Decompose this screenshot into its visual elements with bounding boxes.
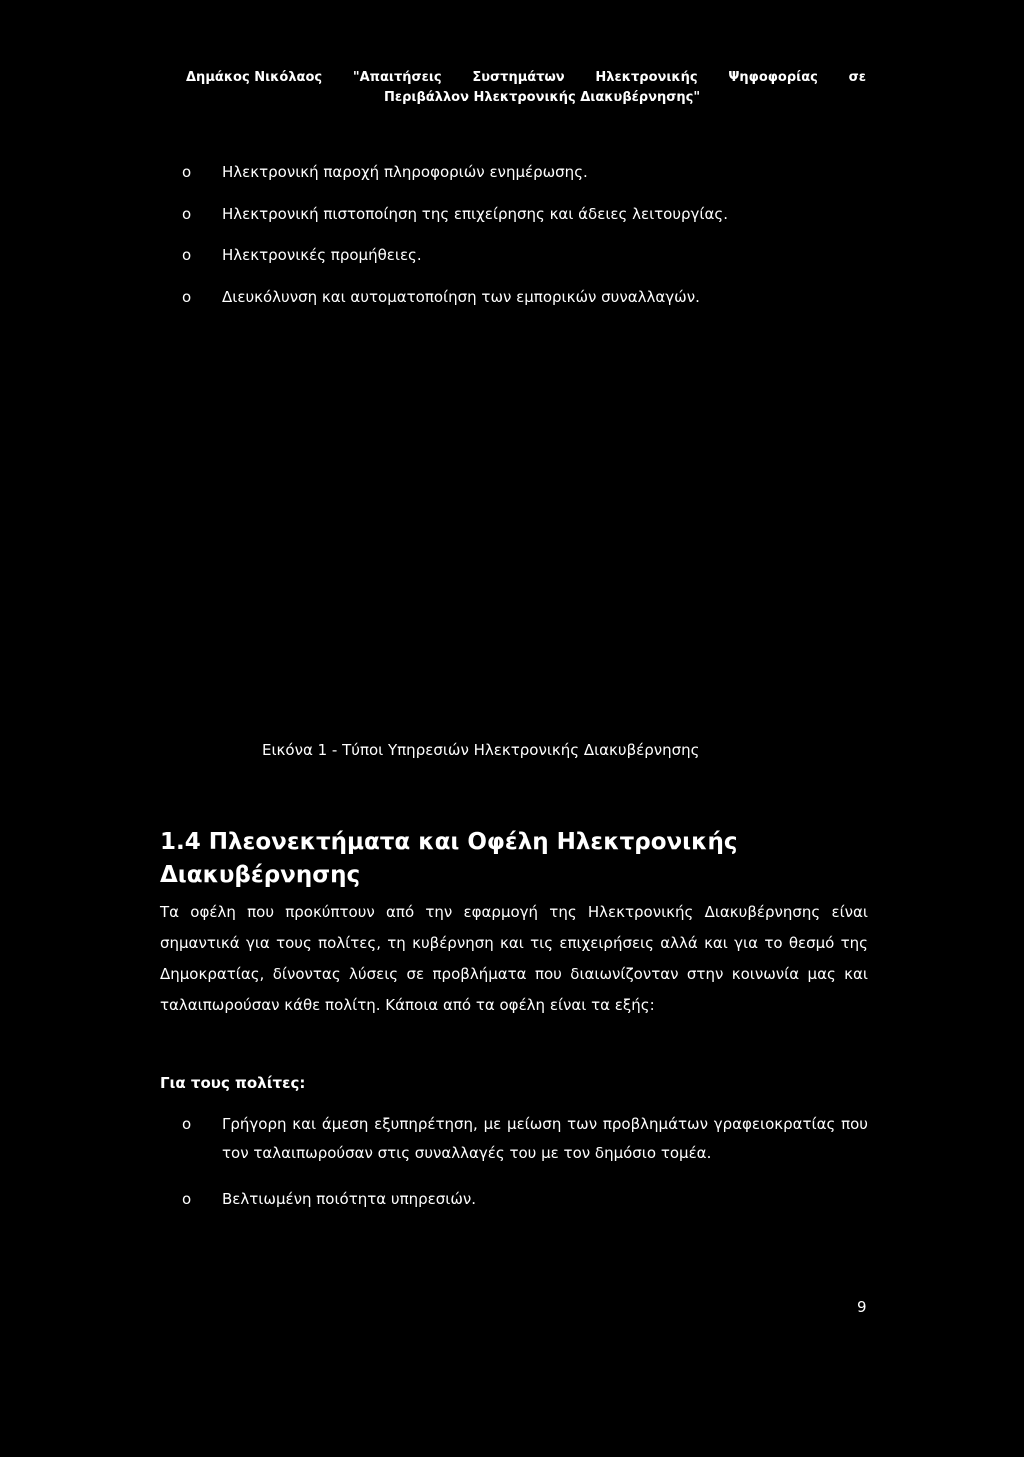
header-line-1 — [186, 68, 866, 88]
list-item-text: Ηλεκτρονική πιστοποίηση της επιχείρησης και άδειες λειτουργίας. — [222, 204, 728, 223]
list-item — [160, 1185, 868, 1214]
running-header — [186, 68, 866, 108]
bullet-marker: o — [182, 287, 192, 306]
citizen-benefits-list — [160, 1110, 868, 1231]
list-item-text: Βελτιωμένη ποιότητα υπηρεσιών. — [222, 1190, 477, 1208]
header-author: Δημάκος Νικόλαος — [186, 70, 323, 85]
page-number: 9 — [857, 1298, 867, 1316]
header-line-2: Περιβάλλον Ηλεκτρονικής Διακυβέρνησης" — [384, 90, 701, 105]
bullet-marker: o — [182, 1190, 192, 1208]
service-type-list — [160, 161, 868, 327]
section-body-paragraph: Τα οφέλη που προκύπτουν από την εφαρμογή της Ηλεκτρονικής Διακυβέρνησης είναι σημαντικά για τους πολίτες, τη κυβέρνηση και τις επιχειρήσεις αλλά και για το θεσμό της Δημοκρατίας, δίνοντας λύσεις σε προβλήματα που διαιωνίζονταν στην κοινωνία μας και ταλαιπωρούσαν κάθε πολίτη. Κάποια από τα οφέλη είναι τα εξής: — [160, 903, 868, 1014]
list-item-text: Γρήγορη και άμεση εξυπηρέτηση, με μείωση των προβλημάτων γραφειοκρατίας που τον ταλαιπωρούσαν στις συναλλαγές του με τον δημόσιο τομέα. — [222, 1115, 868, 1162]
list-item — [160, 203, 868, 225]
figure-caption: Εικόνα 1 - Τύποι Υπηρεσιών Ηλεκτρονικής Διακυβέρνησης — [262, 741, 700, 759]
list-item — [160, 1110, 868, 1168]
list-item — [160, 286, 868, 308]
bullet-marker: o — [182, 1115, 192, 1133]
bullet-marker: o — [182, 163, 192, 181]
header-title-word: Συστημάτων — [472, 70, 565, 85]
list-item — [160, 244, 868, 266]
header-title-word: Ψηφοφορίας — [728, 70, 818, 85]
header-title-word: σε — [848, 70, 866, 85]
bullet-marker: o — [182, 246, 192, 264]
header-title-word: Ηλεκτρονικής — [595, 70, 698, 85]
citizens-subheading: Για τους πολίτες: — [160, 1074, 306, 1092]
bullet-marker: o — [182, 204, 192, 223]
list-item-text: Διευκόλυνση και αυτοματοποίηση των εμπορικών συναλλαγών. — [222, 287, 700, 306]
header-title-word: "Απαιτήσεις — [352, 70, 442, 85]
list-item — [160, 161, 868, 183]
section-title: 1.4 Πλεονεκτήματα και Οφέλη Ηλεκτρονικής Διακυβέρνησης — [160, 829, 738, 888]
list-item-text: Ηλεκτρονική παροχή πληροφοριών ενημέρωσης. — [222, 163, 588, 181]
list-item-text: Ηλεκτρονικές προμήθειες. — [222, 246, 422, 264]
